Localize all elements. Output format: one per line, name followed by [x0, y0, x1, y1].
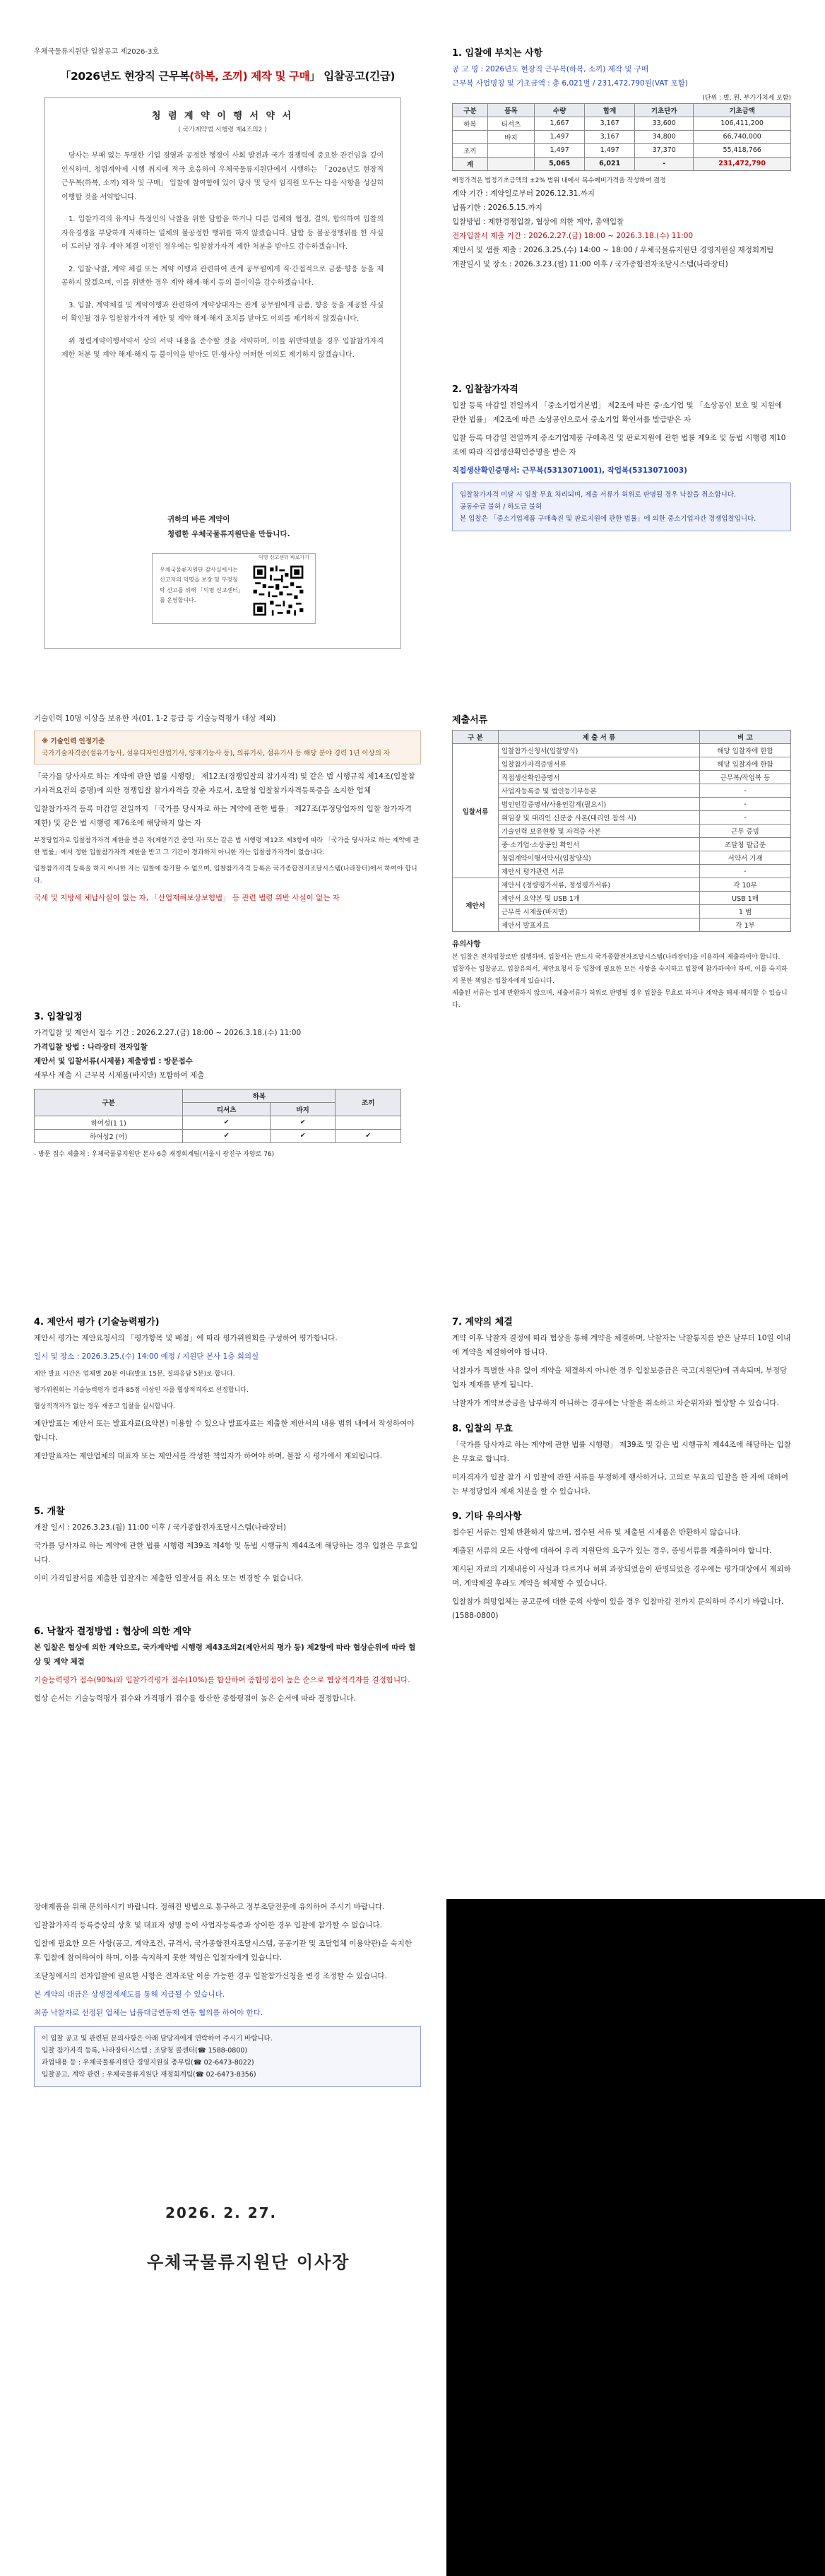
closing-highlight: 최종 낙찰자로 선정된 업체는 납품대금연동제 연동 협의를 하여야 한다. [34, 2008, 263, 2017]
table-cell: 계 [453, 157, 488, 170]
table-row [453, 744, 791, 757]
section-1-note: 입찰방법 : 제한경쟁입찰, 협상에 의한 계약, 총액입찰 [452, 217, 624, 226]
table-row [453, 892, 791, 905]
table-row [453, 757, 791, 771]
table-cell: ✔ [336, 1129, 401, 1142]
blank-black-area [446, 1899, 825, 2576]
table-row [453, 143, 791, 157]
pledge-footer-line2: 청렴한 우체국물류지원단을 만듭니다. [167, 530, 290, 538]
table-cell: - [700, 865, 791, 878]
table-header: 비 고 [700, 731, 791, 744]
announcement-date: 2026. 2. 27. [165, 2204, 278, 2221]
table-cell: 각 1부 [700, 918, 791, 932]
table-row [453, 918, 791, 932]
table-cell: 입찰서류 [453, 744, 499, 878]
section-2-note: 공동수급 불허 / 하도급 불허 [460, 502, 542, 511]
schedule-line: 세부사 제출 시 근무복 시제품(바지만) 포함하여 제출 [34, 1070, 205, 1080]
title-prefix: 「2026년도 현장직 근무복 [59, 70, 190, 83]
pledge-body [61, 149, 384, 362]
table-cell: 바지 [487, 130, 534, 143]
qualification-line: 입찰참가자격 등록을 하지 아니한 자는 입찰에 참가할 수 없으며, 입찰참가자격 등록은 국가종합전자조달시스템(나라장터)에서 하여야 합니다. [34, 865, 417, 885]
award-line: 협상 순서는 기술능력평가 점수와 가격평가 점수를 합산한 종합평점이 높은 순서에 따라 결정합니다. [34, 1694, 356, 1703]
table-header: 하복 [183, 1089, 336, 1102]
table-cell: ✔ [270, 1116, 336, 1129]
evaluation-line: 제안 발표 시간은 업체별 20분 이내(발표 15분, 질의응답 5분)로 합니다. [34, 1370, 235, 1378]
pledge-paragraph: 2. 입찰·낙찰, 계약 체결 또는 계약 이행과 관련하여 관계 공무원에게 직·간접적으로 금품·향응 등을 제공하지 않겠으며, 이를 위반한 경우 계약 해제·해지 등의 불이익을 감수하겠습니다. [61, 265, 384, 287]
pledge-footer-line1: 귀하의 바른 계약이 [167, 515, 230, 524]
section-2-title: 2. 입찰참가자격 [452, 384, 518, 395]
contract-line: 계약 이후 낙찰자 결정에 따라 협상을 통해 계약을 체결하며, 낙찰자는 낙찰통지를 받은 날부터 10일 이내에 계약을 체결하여야 합니다. [452, 1334, 791, 1357]
section-2-note: 본 입찰은 「중소기업제품 구매촉진 및 판로지원에 관한 법률」에 의한 중소기업자간 경쟁입찰입니다. [460, 514, 756, 523]
section-3 [34, 1009, 421, 1158]
table-row [453, 838, 791, 851]
table-cell: 근무복/작업복 등 [700, 771, 791, 784]
section-2-continued [34, 712, 421, 910]
table-cell [487, 157, 534, 170]
caution-line: 입찰참가 희망업체는 공고문에 대한 문의 사항이 있을 경우 입찰마감 전까지 문의하여 주시기 바랍니다. (1588-0800) [452, 1597, 784, 1621]
pledge-paragraph: 1. 입찰가격의 유지나 특정인의 낙찰을 위한 담합을 하거나 다른 업체와 협정, 결의, 합의하여 입찰의 자유경쟁을 부당하게 저해하는 일체의 불공정한 행위를 하지 않겠습니다. 담합 등 불공정행위를 한 사실이 드러날 경우 계약 체결 이전인 경우에는 입찰참가자격 제한 처분을 받아도 감수하겠습니다. [61, 215, 384, 251]
section-6 [34, 1624, 421, 1711]
table-cell: 231,472,790 [694, 157, 791, 170]
table-row [453, 851, 791, 865]
table-row [453, 905, 791, 918]
table-cell: 제안서 발표자료 [499, 918, 700, 932]
anonymous-report-text: 우체국물류지원단 감사실에서는 신고자의 익명을 보장 및 부정청탁 신고를 위해 「익명 신고센터」를 운영합니다. [160, 567, 241, 604]
section-4-title: 4. 제안서 평가 (기술능력평가) [34, 1317, 160, 1328]
table-cell: 법인인감증명서/사용인감계(필요시) [499, 798, 700, 811]
documents-footnote: 유의사항 [452, 940, 481, 948]
qualification-line: 부정당업자로 입찰참가자격 제한을 받은 자(제한기간 중인 자) 또는 같은 법 시행령 제12조 제3항에 따라 「국가를 당사자로 하는 계약에 관한 법률」에서 정한 입찰참가자격 제한을 받고 그 기간이 경과하지 아니한 자는 입찰참가자격이 없습니다. [34, 837, 420, 856]
caution-line: 제출된 서류의 모든 사항에 대하여 우리 지원단의 요구가 있는 경우, 증빙서류를 제출하여야 합니다. [452, 1547, 772, 1556]
table-row [35, 1129, 401, 1142]
table-cell: ✔ [270, 1129, 336, 1142]
table-cell: 3,167 [585, 130, 635, 143]
table-row [453, 130, 791, 143]
section-6-title: 6. 낙찰자 결정방법 : 협상에 의한 계약 [34, 1626, 191, 1637]
section-1-note: 예정가격은 법정기초금액의 ±2% 범위 내에서 복수예비가격을 작성하여 결정 [452, 177, 666, 184]
section-1-title: 1. 입찰에 부치는 사항 [452, 48, 543, 59]
evaluation-line: 일시 및 장소 : 2026.3.25.(수) 14:00 예정 / 지원단 본사 1층 회의실 [34, 1352, 259, 1361]
table-row [453, 878, 791, 892]
table-cell: 5,065 [535, 157, 585, 170]
opening-line: 이미 가격입찰서를 제출한 입찰자는 제출한 입찰서를 취소 또는 변경할 수 없습니다. [34, 1573, 304, 1583]
evaluation-line: 제안발표자는 제안업체의 대표자 또는 제안서를 작성한 책임자가 하여야 하며, 불참 시 평가에서 제외됩니다. [34, 1452, 383, 1461]
table-row [453, 771, 791, 784]
table-header: 기초금액 [694, 103, 791, 117]
table-row [453, 784, 791, 798]
opening-line: 국가를 당사자로 하는 계약에 관한 법률 시행령 제39조 제4항 및 동법 시행규칙 제44조에 해당하는 경우 입찰은 무효입니다. [34, 1541, 418, 1564]
contact-line: 과업내용 등 : 우체국물류지원단 경영지원실 총무팀(☎ 02-6473-8022) [42, 2058, 254, 2067]
basic-price-table [452, 103, 791, 171]
table-unit: (단위 : 벌, 원, 부가가치세 포함) [702, 94, 791, 102]
sample-submission-table [34, 1089, 401, 1143]
table-cell: 6,021 [585, 157, 635, 170]
table-cell: 해당 입찰자에 한함 [700, 757, 791, 771]
evaluation-line: 제안서 평가는 제안요청서의 「평가항목 및 배점」에 따라 평가위원회를 구성하여 평가합니다. [34, 1334, 338, 1342]
award-line: 본 입찰은 협상에 의한 계약으로, 국가계약법 시행령 제43조의2(제안서의 평가 등) 제2항에 따라 협상순위에 따라 협상 및 계약 체결 [34, 1643, 416, 1666]
table-cell: 중·소기업·소상공인 확인서 [499, 838, 700, 851]
pledge-heading: 청 렴 계 약 이 행 서 약 서 [151, 111, 294, 122]
page-title [34, 68, 421, 83]
qualification-line: 기술인력 10명 이상을 보유한 자(01, 1-2 등급 등 기술능력평가 대상 제외) [34, 714, 276, 723]
tech-staff-criteria-box [34, 731, 421, 764]
closing-line: 장애제품을 위해 문의하시기 바랍니다. 정해진 방법으로 통구하고 정부조달전문에 유의하여 주시기 바랍니다. [34, 1903, 385, 1911]
title-suffix: 」 입찰공고(긴급) [309, 70, 396, 83]
table-header: 기초단가 [635, 103, 694, 117]
documents-title: 제출서류 [452, 715, 488, 726]
pledge-paragraph: 위 청렴계약이행서약서 상의 서약 내용을 준수할 것을 서약하며, 이를 위반하였을 경우 입찰참가자격 제한 처분 및 계약 해제·해지 등 불이익을 받아도 민·형사상 어떠한 이의도 제기하지 않겠습니다. [61, 337, 384, 359]
table-cell: 하복 [453, 117, 488, 130]
table-cell: 제안서 요약본 및 USB 1개 [499, 892, 700, 905]
table-cell: 조끼 [453, 143, 488, 157]
table-cell [487, 143, 534, 157]
qr-caption: 익명 신고센터 바로가기 [259, 555, 310, 560]
section-1-note: 개찰일시 및 장소 : 2026.3.23.(월) 11:00 이후 / 국가종합전자조달시스템(나라장터) [452, 259, 728, 268]
table-cell: 55,418,766 [694, 143, 791, 157]
table-cell: 1,667 [535, 117, 585, 130]
table-cell: 서약서 기재 [700, 851, 791, 865]
table-row [453, 157, 791, 170]
evaluation-line: 평가위원회는 기술능력평가 결과 85점 이상인 자를 협상적격자로 선정합니다. [34, 1386, 249, 1394]
table-cell: 조달청 발급분 [700, 838, 791, 851]
contract-line: 낙찰자가 특별한 사유 없이 계약을 체결하지 아니한 경우 입찰보증금은 국고(지원단)에 귀속되며, 부정당업자 제재를 받게 됩니다. [452, 1366, 788, 1389]
qualification-line: 입찰참가자격 등록 마감일 전일까지 「국가를 당사자로 하는 계약에 관한 법률」 제27조(부정당업자의 입찰 참가자격 제한) 및 같은 법 시행령 제76조에 해당하지 않는 자 [34, 805, 412, 827]
schedule-footnote: - 방문 접수 제출처 : 우체국물류지원단 본사 6층 재정회계팀(서울시 광진구 자양로 76) [34, 1150, 275, 1158]
table-row [35, 1116, 401, 1129]
table-header: 티셔츠 [183, 1102, 271, 1116]
section-1-item: 공 고 명 : 2026년도 현장직 근무복(하복, 소끼) 제작 및 구매 [452, 65, 649, 73]
contact-intro: 이 입찰 공고 및 관련된 문의사항은 아래 담당자에게 연락하여 주시기 바랍니다. [42, 2034, 273, 2043]
section-1-note: 제안서 및 샘플 제출 : 2026.3.25.(수) 14:00 ~ 18:00 / 우체국물류지원단 경영지원실 재정회계팀 [452, 245, 774, 254]
table-cell: 사업자등록증 및 법인등기부등본 [499, 784, 700, 798]
table-cell: 제안서 [453, 878, 499, 932]
evaluation-line: 협상적격자가 없는 경우 재공고 입찰을 실시합니다. [34, 1403, 175, 1411]
closing-line: 입찰참가자격 등록증상의 상호 및 대표자 성명 등이 사업자등록증과 상이한 경우 입찰에 참가할 수 없습니다. [34, 1920, 383, 1930]
title-highlight: (하복, 조끼) 제작 및 구매 [189, 70, 310, 83]
table-cell: 1,497 [535, 130, 585, 143]
section-2-item: 입찰 등록 마감일 전일까지 중소기업제품 구매촉진 및 판로지원에 관한 법률 제9조 및 동법 시행령 제10조에 따라 직접생산확인증명을 받은 자 [452, 433, 786, 456]
schedule-line: 가격입찰 방법 : 나라장터 전자입찰 [34, 1042, 148, 1051]
table-header: 구분 [453, 103, 488, 117]
table-header: 구 분 [453, 731, 499, 744]
section-2-note: 입찰참가자격 미달 시 입찰 무효 처리되며, 제출 서류가 허위로 판명될 경우 낙찰을 취소합니다. [460, 490, 737, 499]
section-8-title: 8. 입찰의 무효 [452, 1423, 513, 1434]
table-cell: 하여성(1 1) [35, 1116, 183, 1129]
table-cell: 하여성2 (어) [35, 1129, 183, 1142]
section-7-title: 7. 계약의 체결 [452, 1317, 513, 1328]
section-1-item: 근무복 사업명칭 및 기초금액 : 총 6,021벌 / 231,472,790원(VAT 포함) [452, 78, 688, 88]
contract-line: 낙찰자가 계약보증금을 납부하지 아니하는 경우에는 낙찰을 취소하고 차순위자와 협상할 수 있습니다. [452, 1398, 779, 1407]
section-2 [452, 382, 791, 531]
closing-section [34, 1901, 421, 2087]
qualification-line: ※ 기술인력 인정기준 [42, 737, 105, 745]
table-row [453, 811, 791, 825]
closing-line: 입찰에 필요한 모든 사항(공고, 계약조건, 규격서, 국가종합전자조달시스템, 공공기관 및 조달업체 이용약관)을 숙지한 후 입찰에 참여하여야 하며, 이를 숙지하지 못한 책임은 입찰자에게 있습니다. [34, 1939, 412, 1962]
section-documents [452, 712, 791, 1012]
qualification-line: 국세 및 지방세 체납사실이 없는 자, 「산업재해보상보험법」 등 관련 법령 위반 사실이 없는 자 [34, 894, 340, 903]
table-cell [453, 130, 488, 143]
evaluation-line: 제안발표는 제안서 또는 발표자료(요약본) 이용할 수 있으나 발표자료는 제출한 제안서의 내용 범위 내에서 작성하여야 합니다. [34, 1419, 415, 1443]
table-cell: - [635, 157, 694, 170]
invalid-line: 「국가를 당사자로 하는 계약에 관한 법률 시행령」 제39조 및 같은 법 시행규칙 제44조에 해당하는 입찰은 무효로 합니다. [452, 1440, 791, 1463]
caution-line: 접수된 서류는 일체 반환하지 않으며, 접수된 서류 및 제출된 시제품은 반환하지 않습니다. [452, 1528, 741, 1537]
invalid-line: 미자격자가 입찰 참가 시 입찰에 관한 서류를 부정하게 행사하거나, 고의로 무효의 입찰을 한 자에 대하여는 부정당업자 제재 처분을 할 수 있습니다. [452, 1472, 789, 1496]
pledge-paragraph: 3. 입찰, 계약체결 및 계약이행과 관련하여 계약상대자는 관계 공무원에게 금품, 향응 등을 제공한 사실이 확인될 경우 입찰참가자격 제한 및 계약 해제·해지 조치를 받아도 이의를 제기하지 않겠습니다. [61, 301, 384, 323]
table-header: 합계 [585, 103, 635, 117]
section-2-note-box [452, 483, 791, 531]
contact-box [34, 2026, 421, 2087]
table-cell: 근무복 시제품(바지만) [499, 905, 700, 918]
table-cell: 34,800 [635, 130, 694, 143]
award-line: 기술능력평가 점수(90%)와 입찰가격평가 점수(10%)를 합산하여 종합평점이 높은 순으로 협상적격자를 결정합니다. [34, 1675, 410, 1684]
section-1-note: 전자입찰서 제출 기간 : 2026.2.27.(금) 18:00 ~ 2026.3.18.(수) 11:00 [452, 231, 694, 240]
section-9-title: 9. 기타 유의사항 [452, 1511, 522, 1523]
table-cell: - [700, 811, 791, 825]
table-cell: - [700, 784, 791, 798]
table-cell: 3,167 [585, 117, 635, 130]
table-cell: 기술인력 보유현황 및 자격증 사본 [499, 825, 700, 838]
table-cell: 각 10부 [700, 878, 791, 892]
table-cell: USB 1매 [700, 892, 791, 905]
table-cell: 33,600 [635, 117, 694, 130]
section-1-note: 납품기한 : 2026.5.15.까지 [452, 203, 542, 212]
table-cell: 입찰참가자격증명서류 [499, 757, 700, 771]
table-cell: 티셔츠 [487, 117, 534, 130]
table-header: 구분 [35, 1089, 183, 1116]
documents-table [452, 730, 791, 932]
table-cell: ✔ [183, 1129, 271, 1142]
section-1 [452, 45, 791, 272]
contact-line: 입찰 참가자격 등록, 나라장터시스템 : 조달청 콜센터(☎ 1588-0800) [42, 2046, 248, 2055]
section-3-title: 3. 입찰일정 [34, 1012, 83, 1022]
caution-line: 제시된 자료의 기재내용이 사실과 다르거나 허위 과장되었음이 판명되었을 경우에는 평가대상에서 제외하며, 계약체결 후라도 계약을 해제할 수 있습니다. [452, 1565, 791, 1588]
documents-footnote: 본 입찰은 전자입찰로만 집행하며, 입찰서는 반드시 국가종합전자조달시스템(나라장터)을 이용하여 제출하여야 합니다. [452, 953, 781, 961]
notice-number: 우체국물류지원단 입찰공고 제2026-3호 [34, 48, 160, 56]
table-header: 바지 [270, 1102, 336, 1116]
qr-code-icon[interactable] [251, 564, 305, 618]
table-cell: 제안서 평가관련 서류 [499, 865, 700, 878]
section-5 [34, 1503, 421, 1590]
table-cell: 직접생산확인증명서 [499, 771, 700, 784]
table-cell: ✔ [183, 1116, 271, 1129]
section-1-note: 계약 기간 : 계약일로부터 2026.12.31.까지 [452, 189, 595, 198]
closing-line: 조달청에서의 전자입찰에 필요한 사항은 전자조달 이용 가능한 경우 입찰참가신청을 변경 조정할 수 있습니다. [34, 1971, 387, 1980]
contact-line: 입찰공고, 계약 관련 : 우체국물류지원단 재정회계팀(☎ 02-6473-8356) [42, 2070, 256, 2079]
signature-organization: 우체국물류지원단 이사장 [147, 2252, 350, 2272]
pledge-footer [61, 514, 384, 604]
table-header: 제 출 서 류 [499, 731, 700, 744]
documents-footnote: 제출된 서류는 일체 반환하지 않으며, 제출서류가 허위로 판명될 경우 입찰을 무효로 하거나 계약을 해제·해지할 수 있습니다. [452, 990, 788, 1010]
table-cell [336, 1116, 401, 1129]
opening-line: 개찰 일시 : 2026.3.23.(월) 11:00 이후 / 국가종합전자조달시스템(나라장터) [34, 1523, 287, 1532]
integrity-pledge-box [44, 98, 401, 649]
schedule-line: 가격입찰 및 제안서 접수 기간 : 2026.2.27.(금) 18:00 ~ 2026.3.18.(수) 11:00 [34, 1029, 302, 1037]
table-cell: 입찰참가신청서(입찰양식) [499, 744, 700, 757]
table-cell: 해당 입찰자에 한함 [700, 744, 791, 757]
table-cell: 제안서 (정량평가서류, 정성평가서류) [499, 878, 700, 892]
schedule-line: 제안서 및 입찰서류(시제품) 제출방법 : 방문접수 [34, 1056, 193, 1065]
table-row [453, 865, 791, 878]
table-row [453, 798, 791, 811]
table-cell: 1 벌 [700, 905, 791, 918]
qualification-line: 국가기술자격증(섬유기능사, 섬유디자인산업기사, 양재기능사 등), 의류기사, 섬유기사 등 해당 분야 경력 1년 이상의 자 [42, 750, 391, 758]
section-2-item: 입찰 등록 마감일 전일까지 「중소기업기본법」 제2조에 따른 중·소기업 및 「소상공인 보호 및 지원에 관한 법률」 제2조에 따른 소상공인으로서 중소기업 확인서를 발급받은 자 [452, 401, 783, 424]
table-row [453, 117, 791, 130]
table-cell: 66,740,000 [694, 130, 791, 143]
pledge-subheading: ( 국가계약법 시행령 제4조의2 ) [178, 126, 267, 134]
table-header: 수량 [535, 103, 585, 117]
table-header: 품목 [487, 103, 534, 117]
table-cell: 1,497 [585, 143, 635, 157]
table-cell: 위임장 및 대리인 신분증 사본(대리인 참석 시) [499, 811, 700, 825]
table-cell: 106,411,200 [694, 117, 791, 130]
section-5-title: 5. 개찰 [34, 1506, 65, 1517]
table-row [453, 825, 791, 838]
documents-footnote: 입찰자는 입찰공고, 입찰유의서, 제안요청서 등 입찰에 필요한 모든 사항을 숙지하고 입찰에 참가하여야 하며, 이를 숙지하지 못한 책임은 입찰자에게 있습니다. [452, 966, 788, 986]
closing-highlight: 본 계약의 대금은 상생결제제도를 통해 지급될 수 있습니다. [34, 1990, 225, 1999]
right-column-lower [452, 1314, 791, 1628]
table-cell: 청렴계약이행서약서(입찰양식) [499, 851, 700, 865]
table-header: 조끼 [336, 1089, 401, 1116]
anonymous-report-box [152, 553, 316, 624]
table-cell: - [700, 798, 791, 811]
pledge-paragraph: 당사는 부패 없는 투명한 기업 경영과 공정한 행정이 사회 발전과 국가 경쟁력에 중요한 관건임을 깊이 인식하며, 청렴계약제 시행 취지에 적극 호응하여 우체국물류지원단에서 시행하는 「2026년도 현장직 근무복(하복, 소끼) 제작 및 구매」 입찰에 참여함에 있어 당사 및 당사 임직원 모두는 다음 사항을 성실히 이행할 것을 서약합니다. [61, 152, 384, 201]
qualification-line: 「국가를 당사자로 하는 계약에 관한 법률 시행령」 제12조(경쟁입찰의 참가자격) 및 같은 법 시행규칙 제14조(입찰참가자격요건의 증명)에 의한 경쟁입찰 참가자격을 갖춘 자로서, 조달청 입찰참가자격등록증을 소지한 업체 [34, 772, 415, 796]
table-cell: 37,370 [635, 143, 694, 157]
table-cell: 근무 증빙 [700, 825, 791, 838]
section-2-item: 직접생산확인증명서: 근무복(5313071001), 작업복(5313071003) [452, 466, 687, 475]
table-cell: 1,497 [535, 143, 585, 157]
section-4 [34, 1314, 421, 1468]
